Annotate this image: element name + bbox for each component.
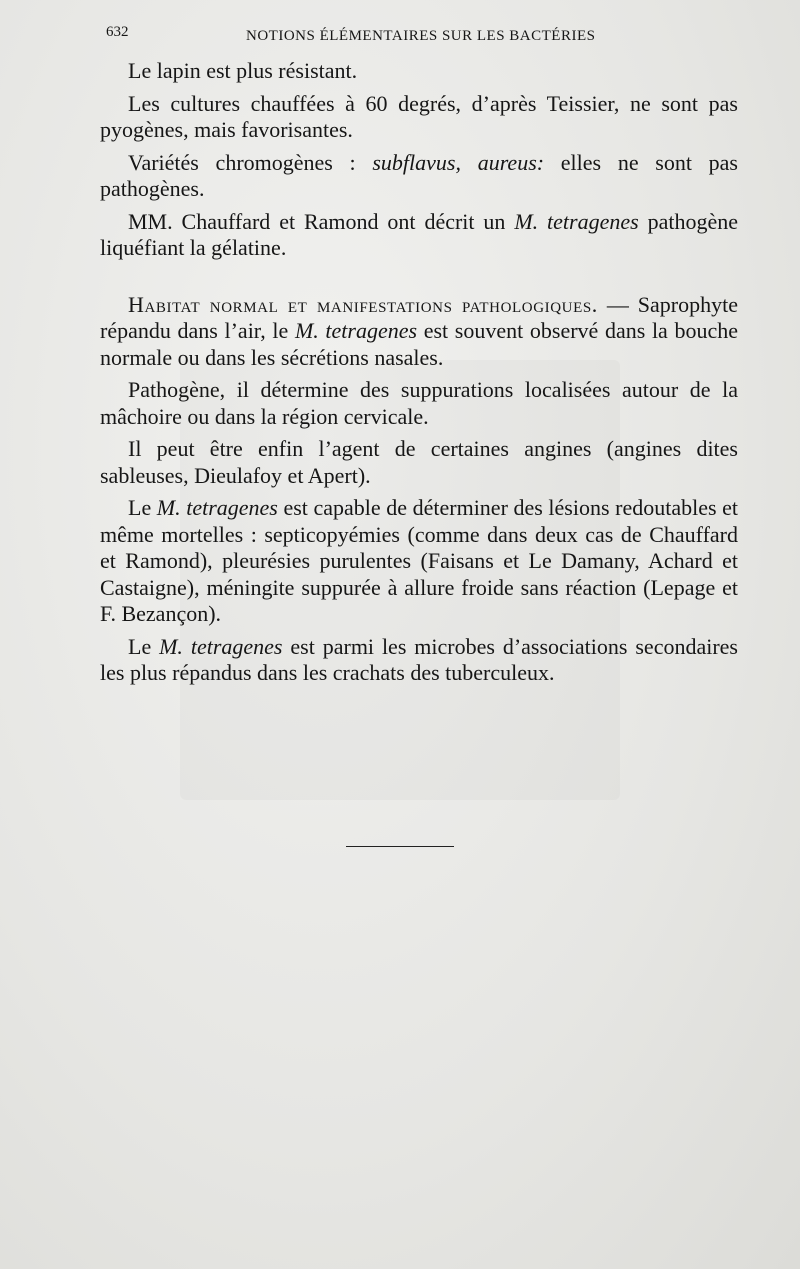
italic-term: M. tetragenes <box>294 318 418 343</box>
paragraph <box>100 91 738 144</box>
paragraph <box>100 209 738 262</box>
paragraph-text: est souvent observé dans la bouche normale ou dans les sécrétions nasales. <box>100 318 739 370</box>
paragraph-text: Variétés chromogènes : <box>128 149 373 175</box>
paragraph <box>100 634 738 687</box>
italic-term: subflavus, aureus: <box>372 149 545 175</box>
italic-term: M. tetragenes <box>156 495 278 520</box>
page-number: 632 <box>106 24 129 40</box>
paragraph-text: est parmi les microbes d’associations secondaires les plus répandus dans les crachats des tuberculeux. <box>100 633 738 685</box>
paragraph-text: Le <box>128 633 160 659</box>
paragraph-text: MM. Chauffard et Ramond ont décrit un <box>128 208 515 234</box>
running-title: NOTIONS ÉLÉMENTAIRES SUR LES BACTÉRIES <box>246 28 596 44</box>
paragraph-text: Pathogène, il détermine des suppurations localisées autour de la mâchoire ou dans la région cervicale. <box>100 377 738 429</box>
paragraph-text: Le lapin est plus résistant. <box>128 58 358 83</box>
paragraph <box>100 495 738 628</box>
section-heading: Habitat normal et manifestations pathologiques. <box>128 291 598 317</box>
paragraph-text: — Saprophyte répandu dans l’air, le <box>100 291 739 343</box>
page-body <box>100 58 738 687</box>
paragraph-text: Le <box>128 495 157 520</box>
paragraph-text: pathogène liquéfiant la gélatine. <box>100 208 739 260</box>
end-rule <box>346 846 454 847</box>
paragraph <box>100 436 738 489</box>
italic-term: M. tetragenes <box>514 208 639 234</box>
paragraph <box>100 150 738 203</box>
paragraph-text: elles ne sont pas pathogènes. <box>100 149 738 201</box>
paragraph-text: Les cultures chauffées à 60 degrés, d’après Teissier, ne sont pas pyogènes, mais favorisantes. <box>100 90 738 142</box>
paragraph <box>100 377 738 430</box>
paragraph-text: Il peut être enfin l’agent de certaines angines (angines dites sableuses, Dieulafoy et Apert). <box>100 436 738 488</box>
italic-term: M. tetragenes <box>159 633 283 659</box>
paragraph-text: est capable de déterminer des lésions redoutables et même mortelles : septicopyémies (comme dans deux cas de Chauffard et Ramond), pleurésies purulentes (Faisans et Le Damany, Achard et Castaigne), méningite suppurée à allure froide sans réaction (Lepage et F. Bezançon). <box>100 495 738 626</box>
paragraph <box>100 58 738 85</box>
section-paragraph <box>100 292 738 372</box>
page-header <box>100 24 740 48</box>
